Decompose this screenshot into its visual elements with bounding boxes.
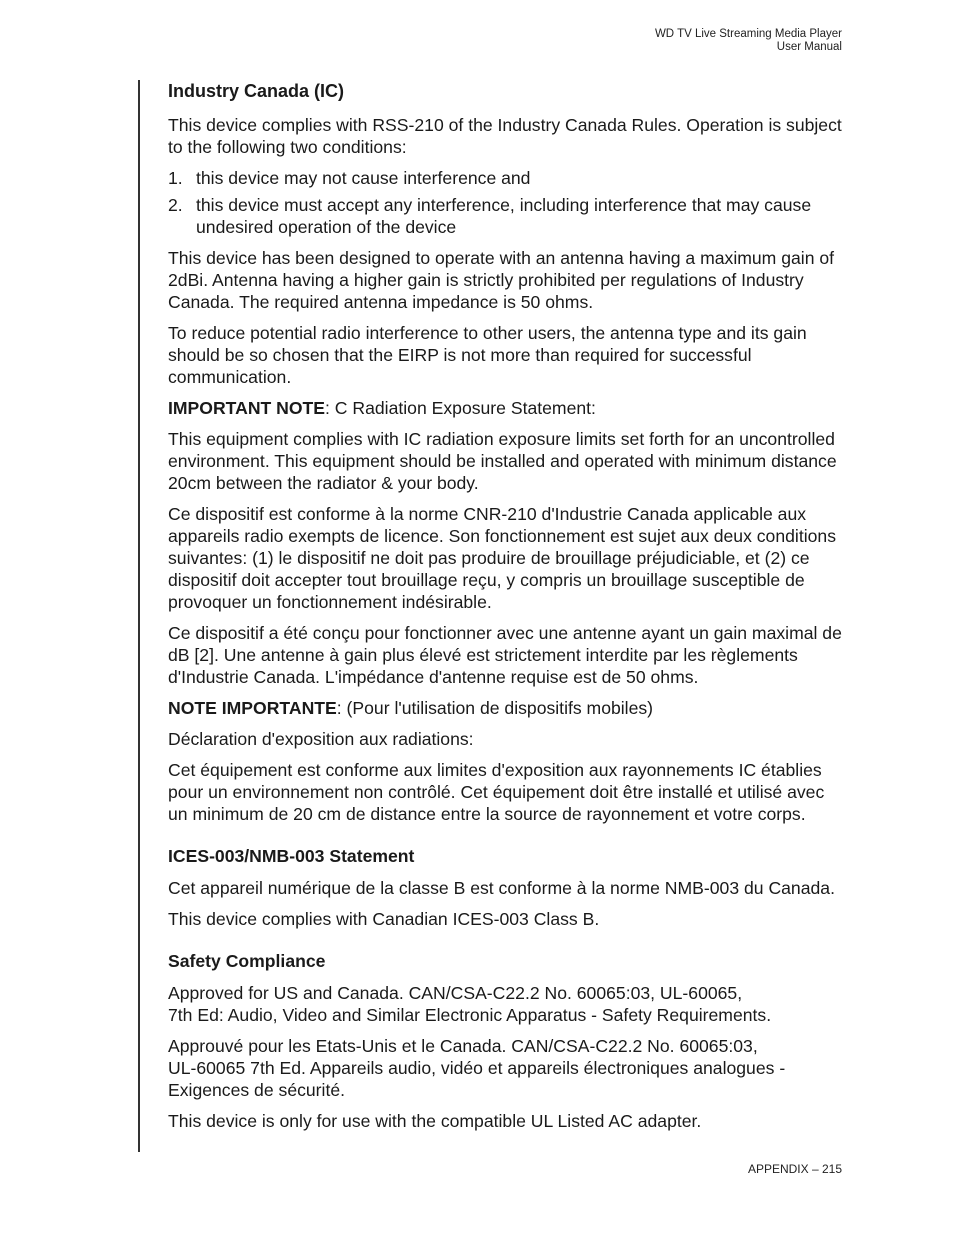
paragraph: This device has been designed to operate with an antenna having a maximum gain of 2dBi. Antenna having a higher gain is strictly prohibited per regulations of Industry Canada. The required antenna impedance is 50 ohms. [168,248,835,312]
section-title-industry-canada: Industry Canada (IC) [168,81,345,101]
text-line: 7th Ed: Audio, Video and Similar Electronic Apparatus - Safety Requirements. [168,1005,772,1025]
paragraph: To reduce potential radio interference to other users, the antenna type and its gain should be so chosen that the EIRP is not more than required for successful communication. [168,323,807,387]
list-text: this device must accept any interference, including interference that may cause undesired operation of the device [196,195,812,237]
paragraph: This device complies with RSS-210 of the Industry Canada Rules. Operation is subject to the following two conditions: [168,115,842,157]
paragraph: Cet équipement est conforme aux limites d'exposition aux rayonnements IC établies pour un environnement non contrôlé. Cet équipement doit être installé et utilisé avec un minimum de 20 cm de distance entre la source de rayonnement et votre corps. [168,760,825,824]
note-label: NOTE IMPORTANTE [168,698,337,718]
paragraph [168,982,844,1026]
page-number: 215 [821,1162,842,1176]
list-text: this device may not cause interference and [196,168,531,188]
text-line: UL-60065 7th Ed. Appareils audio, vidéo et appareils électroniques analogues - Exigences de sécurité. [168,1058,786,1100]
paragraph: Déclaration d'exposition aux radiations: [168,729,474,749]
page-content [168,80,844,1141]
paragraph: Ce dispositif est conforme à la norme CNR-210 d'Industrie Canada applicable aux appareils radio exempts de licence. Son fonctionnement est sujet aux deux conditions suivantes: (1) le dispositif ne doit pas produire de brouillage préjudiciable, et (2) ce dispositif doit accepter tout brouillage reçu, y compris un brouillage susceptible de provoquer un fonctionnement indésirable. [168,504,836,612]
paragraph [168,1035,844,1101]
header-manual-label: User Manual [776,41,842,53]
paragraph: This device complies with Canadian ICES-003 Class B. [168,909,600,929]
note-label: IMPORTANT NOTE [168,398,326,418]
paragraph: Ce dispositif a été conçu pour fonctionner avec une antenne ayant un gain maximal de dB [2]. Une antenne à gain plus élevé est strictement interdite par les règlements d'Industrie Canada. L'impédance d'antenne requise est de 50 ohms. [168,623,842,687]
list-number: 1. [168,168,183,188]
paragraph: This device is only for use with the compatible UL Listed AC adapter. [168,1111,702,1131]
important-note [168,397,844,419]
page-footer [748,1162,842,1176]
conditions-list [168,167,844,238]
note-text: : C Radiation Exposure Statement: [325,398,596,418]
margin-rule [138,80,140,1152]
text-line: Approved for US and Canada. CAN/CSA-C22.2 No. 60065:03, UL-60065, [168,983,743,1003]
note-text: : (Pour l'utilisation de dispositifs mobiles) [336,698,654,718]
note-importante [168,697,844,719]
list-item [168,167,844,189]
running-header [655,28,842,54]
paragraph: This equipment complies with IC radiation exposure limits set forth for an uncontrolled environment. This equipment should be installed and operated with minimum distance 20cm between the radiator & your body. [168,429,837,493]
section-title-ices: ICES-003/NMB-003 Statement [168,846,415,866]
text-line: Approuvé pour les Etats-Unis et le Canada. CAN/CSA-C22.2 No. 60065:03, [168,1036,758,1056]
section-title-safety: Safety Compliance [168,951,326,971]
paragraph: Cet appareil numérique de la classe B est conforme à la norme NMB-003 du Canada. [168,878,835,898]
header-product-title: WD TV Live Streaming Media Player [654,28,842,40]
list-number: 2. [168,195,183,215]
footer-separator: – [808,1162,822,1176]
footer-section: APPENDIX [747,1162,809,1176]
list-item [168,194,844,238]
